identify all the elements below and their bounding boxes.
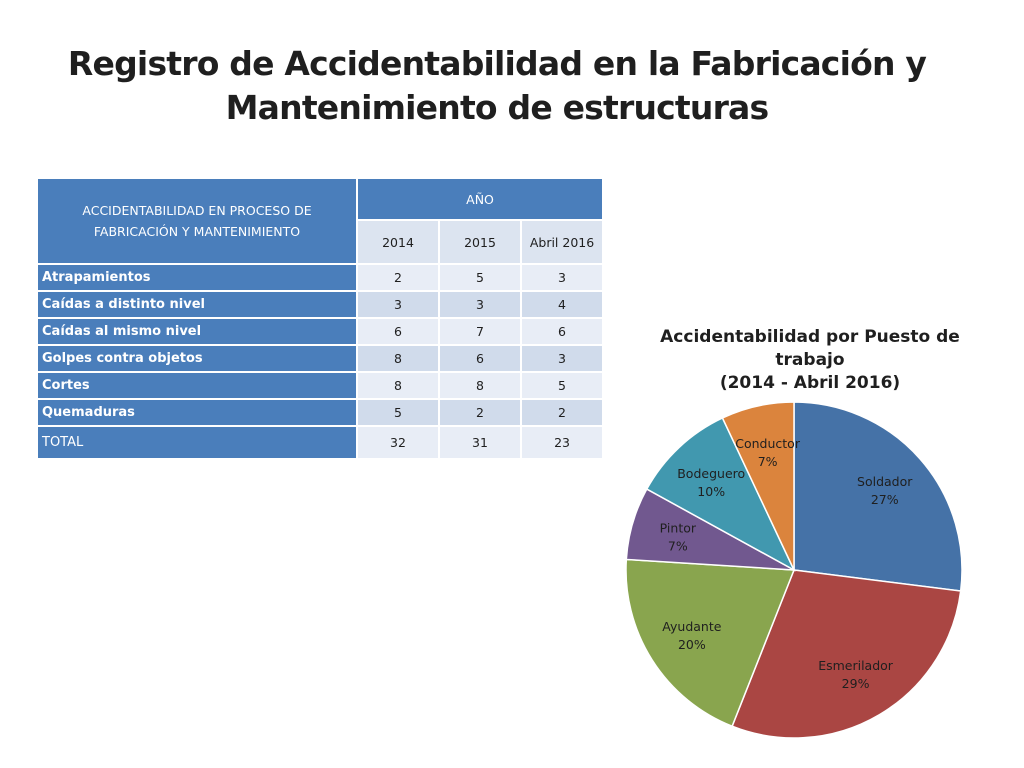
chart-title-line2: trabajo — [775, 350, 845, 370]
pie-label-name: Pintor — [659, 520, 697, 536]
table-cell: 8 — [357, 372, 439, 399]
table-cell: 8 — [439, 372, 521, 399]
page-title-line2: Mantenimiento de estructuras — [225, 88, 769, 127]
row-label: Caídas al mismo nivel — [37, 318, 357, 345]
pie-label-name: Conductor — [735, 435, 800, 451]
column-header-abril-2016: Abril 2016 — [521, 220, 603, 264]
table-cell: 2 — [521, 399, 603, 426]
table-cell: 4 — [521, 291, 603, 318]
pie-label-percent: 7% — [667, 538, 688, 554]
total-cell: 31 — [439, 426, 521, 459]
table-cell: 8 — [357, 345, 439, 372]
table-cell: 3 — [521, 264, 603, 291]
chart-title-line3: (2014 - Abril 2016) — [719, 373, 901, 393]
pie-label-percent: 7% — [757, 453, 778, 469]
table-cell: 6 — [439, 345, 521, 372]
table-cell: 5 — [521, 372, 603, 399]
table-cell: 2 — [357, 264, 439, 291]
table-cell: 7 — [439, 318, 521, 345]
pie-label-percent: 27% — [870, 492, 899, 508]
pie-label-percent: 10% — [697, 483, 726, 499]
table-cell: 2 — [439, 399, 521, 426]
table-cell: 3 — [357, 291, 439, 318]
pie-label-percent: 29% — [841, 676, 870, 692]
column-header-2014: 2014 — [357, 220, 439, 264]
row-label: Atrapamientos — [37, 264, 357, 291]
table-cell: 5 — [439, 264, 521, 291]
pie-label-name: Ayudante — [662, 618, 722, 634]
table-main-header-line2: FABRICACIÓN Y MANTENIMIENTO — [93, 224, 301, 239]
page-title-line1: Registro de Accidentabilidad en la Fabricación y — [67, 44, 927, 83]
row-label: Quemaduras — [37, 399, 357, 426]
chart-title-line1: Accidentabilidad por Puesto de — [660, 327, 960, 347]
table-cell: 6 — [357, 318, 439, 345]
pie-label-name: Bodeguero — [677, 465, 746, 481]
pie-label-name: Soldador — [857, 474, 913, 490]
total-cell: 32 — [357, 426, 439, 459]
pie-label-name: Esmerilador — [818, 658, 893, 674]
table-cell: 5 — [357, 399, 439, 426]
row-label: Caídas a distinto nivel — [37, 291, 357, 318]
pie-label-percent: 20% — [677, 636, 706, 652]
column-header-2015: 2015 — [439, 220, 521, 264]
table-cell: 6 — [521, 318, 603, 345]
row-label: Golpes contra objetos — [37, 345, 357, 372]
table-main-header-line1: ACCIDENTABILIDAD EN PROCESO DE — [82, 203, 312, 218]
table-year-header: AÑO — [357, 178, 603, 220]
table-cell: 3 — [521, 345, 603, 372]
row-label: Cortes — [37, 372, 357, 399]
table-cell: 3 — [439, 291, 521, 318]
total-label: TOTAL — [37, 426, 357, 459]
total-cell: 23 — [521, 426, 603, 459]
